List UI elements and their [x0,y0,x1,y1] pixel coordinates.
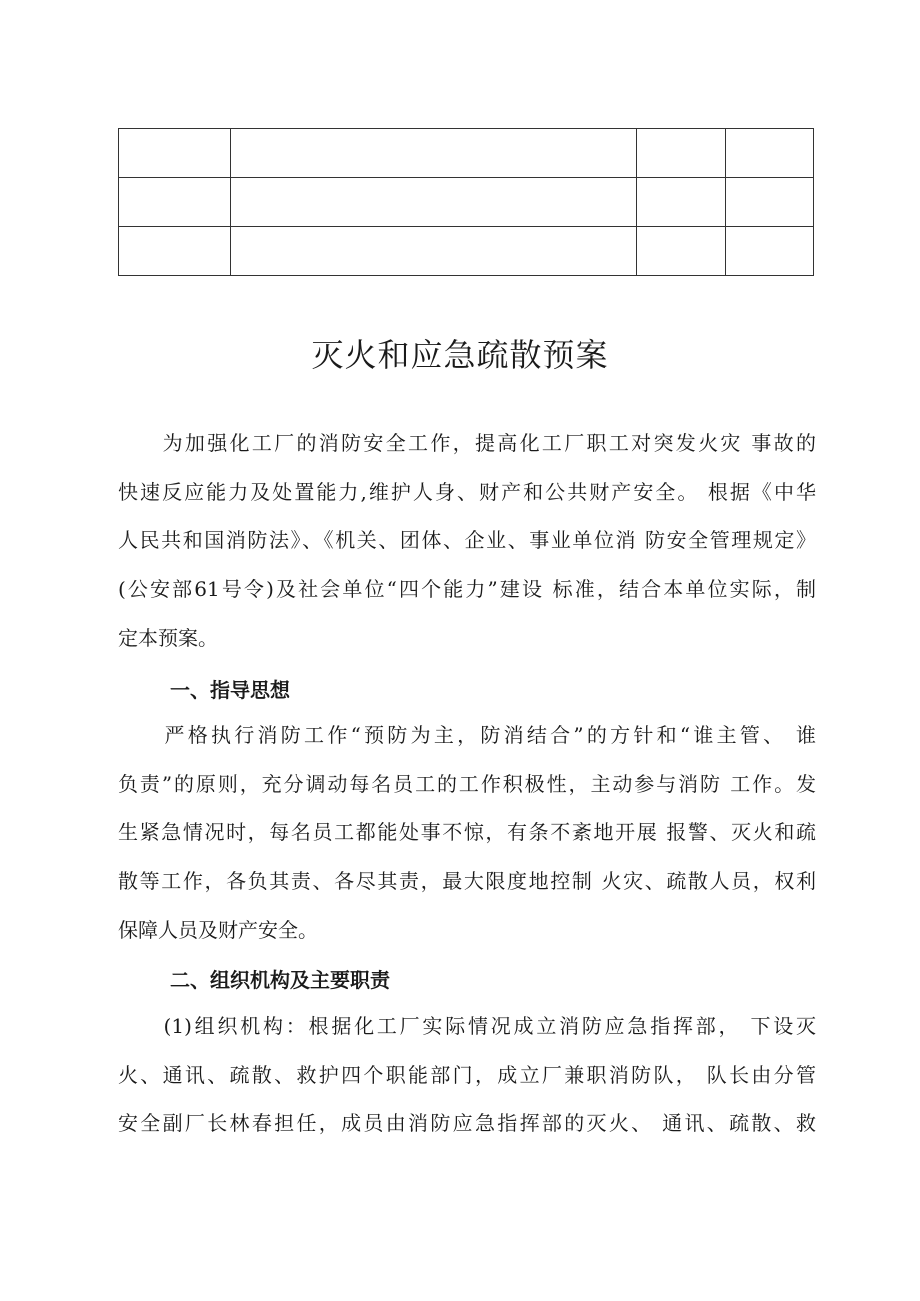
text-line: 负责”的原则，充分调动每名员工的工作积极性，主动参与消防 工作。发 [118,771,816,796]
text-line: 散等工作，各负其责、各尽其责，最大限度地控制 火灾、疏散人员，权利 [118,869,816,894]
header-table [118,128,814,276]
text-line: 生紧急情况时，每名员工都能处事不惊，有条不紊地开展 报警、灭火和疏 [118,820,816,845]
section-heading-guiding-ideology: 一、指导思想 [170,678,290,702]
table-cell [726,227,814,276]
table-cell [231,178,637,227]
intro-paragraph [118,419,816,662]
text-line: 快速反应能力及处置能力,维护人身、财产和公共财产安全。 根据《中华 [118,479,816,504]
text-line: 保障人员及财产安全。 [118,917,318,942]
section1-paragraph [118,711,816,954]
section2-paragraph [118,1002,816,1148]
text-line: 安全副厂长林春担任，成员由消防应急指挥部的灭火、 通讯、疏散、救 [118,1111,816,1136]
table-cell [119,227,231,276]
text-line: 为加强化工厂的消防安全工作，提高化工厂职工对突发火灾 事故的 [118,431,816,455]
section-heading-organization: 二、组织机构及主要职责 [170,968,390,992]
table-cell [119,129,231,178]
table-row [119,129,814,178]
text-line: (1)组织机构：根据化工厂实际情况成立消防应急指挥部， 下设灭 [118,1014,816,1038]
table-cell [637,129,726,178]
table-cell [119,178,231,227]
table-cell [637,227,726,276]
table-cell [726,178,814,227]
text-line: 严格执行消防工作“预防为主，防消结合”的方针和“谁主管、 谁 [118,723,816,747]
text-line: 火、通讯、疏散、救护四个职能部门，成立厂兼职消防队， 队长由分管 [118,1062,816,1087]
table-row [119,227,814,276]
table-cell [637,178,726,227]
text-line: 定本预案。 [118,625,218,650]
document-title: 灭火和应急疏散预案 [311,336,609,374]
table-cell [231,227,637,276]
text-line: (公安部61号令)及社会单位“四个能力”建设 标准，结合本单位实际，制 [118,577,816,602]
table-row [119,178,814,227]
table-cell [726,129,814,178]
text-line: 人民共和国消防法》、《机关、团体、企业、事业单位消 防安全管理规定》 [118,528,816,553]
table-cell [231,129,637,178]
